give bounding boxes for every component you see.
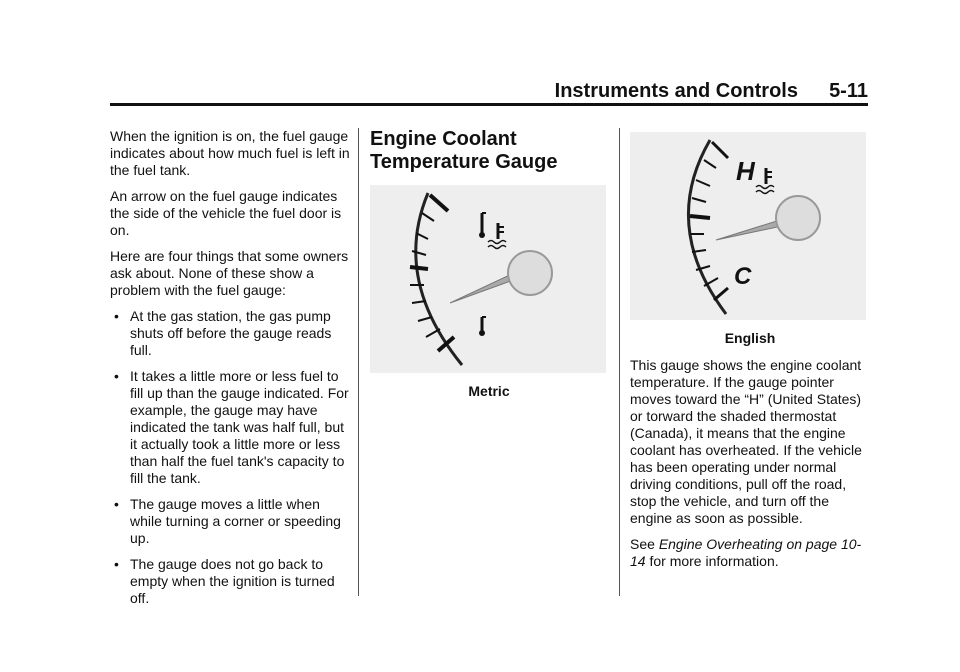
cold-thermometer-icon xyxy=(479,317,486,336)
bullet-list xyxy=(110,308,350,607)
column-divider xyxy=(358,128,359,596)
list-item-text: The gauge moves a little when while turning a corner or speeding up. xyxy=(130,496,341,546)
paragraph: An arrow on the fuel gauge indicates the side of the vehicle the fuel door is on. xyxy=(110,188,342,238)
bullet-icon: • xyxy=(114,496,119,512)
see-prefix: See xyxy=(630,536,659,552)
bullet-icon: • xyxy=(114,556,119,572)
page-number: 5-11 xyxy=(829,80,868,102)
bullet-icon: • xyxy=(114,368,119,384)
list-item xyxy=(110,368,350,487)
gauge-arc xyxy=(416,193,462,365)
english-gauge-illustration xyxy=(630,132,866,320)
list-item xyxy=(110,496,350,547)
column-divider xyxy=(619,128,620,596)
section-title: Engine Coolant Temperature Gauge xyxy=(370,128,558,173)
cold-letter: C xyxy=(734,263,752,290)
english-gauge-figure xyxy=(630,132,866,320)
gauge-pointer xyxy=(716,196,820,240)
bullet-icon: • xyxy=(114,308,119,324)
cross-reference-link[interactable]: Engine Overheating on page 10-14 xyxy=(630,536,862,569)
column-coolant-metric xyxy=(370,128,608,410)
metric-gauge-figure xyxy=(370,185,606,373)
gauge-pointer xyxy=(450,251,552,303)
column-coolant-english xyxy=(630,128,870,579)
list-item xyxy=(110,556,350,607)
header-rule xyxy=(110,103,868,106)
header-title: Instruments and Controls xyxy=(554,80,798,102)
column-fuel-gauge xyxy=(110,128,350,616)
see-suffix: for more information. xyxy=(645,553,779,569)
list-item xyxy=(110,308,350,359)
list-item-text: At the gas station, the gas pump shuts off before the gauge reads full. xyxy=(130,308,332,358)
paragraph: Here are four things that some owners ask about. None of these show a problem with the fuel gauge: xyxy=(110,248,349,298)
paragraph: When the ignition is on, the fuel gauge indicates about how much fuel is left in the fuel tank. xyxy=(110,128,350,178)
paragraph: This gauge shows the engine coolant temperature. If the gauge pointer moves toward the “H” (United States) or torward the shaded thermostat (Canada), it means that the engine coolant has overheated. If the vehicle has been operating under normal driving conditions, pull off the road, stop the vehicle, and turn off the engine as soon as possible. xyxy=(630,357,862,526)
list-item-text: The gauge does not go back to empty when the ignition is turned off. xyxy=(130,556,335,606)
hot-thermometer-icon xyxy=(479,213,486,238)
paragraph xyxy=(630,536,870,570)
metric-gauge-illustration xyxy=(370,185,606,373)
hot-letter: H xyxy=(736,156,755,186)
coolant-temperature-icon xyxy=(488,223,506,249)
list-item-text: It takes a little more or less fuel to fill up than the gauge indicated. For example, the gauge may have indicated the tank was half full, but it actually took a little more or less than half the fuel tank's capacity to fill the tank. xyxy=(130,368,349,486)
gauge-arc xyxy=(688,140,726,314)
figure-caption: Metric xyxy=(468,383,510,399)
coolant-temperature-icon xyxy=(756,168,774,194)
figure-caption: English xyxy=(724,330,776,346)
